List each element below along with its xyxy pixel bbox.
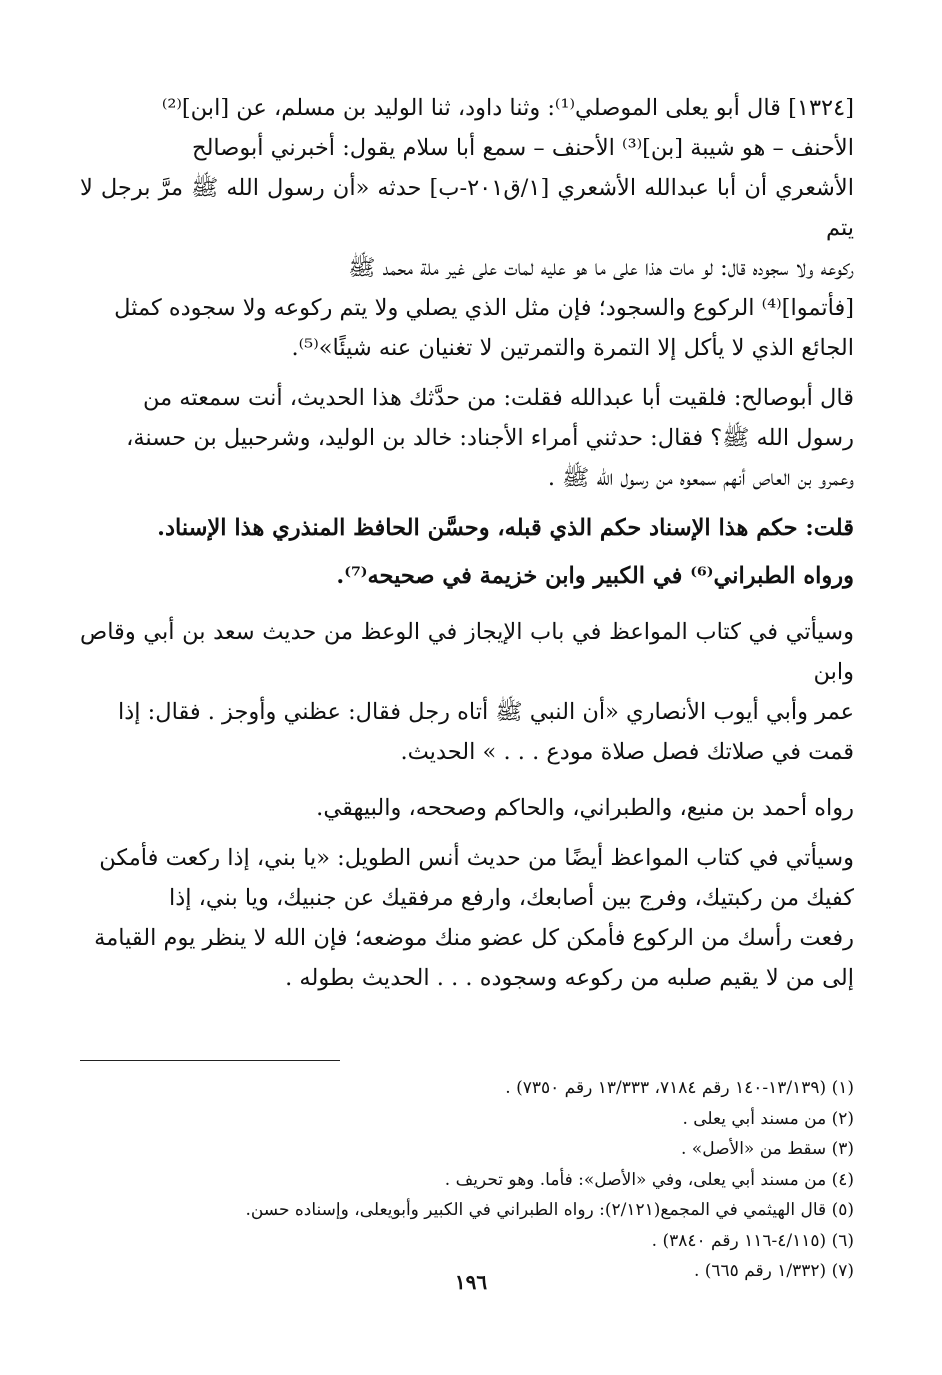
text-line: الأحنف – هو شيبة [بن]⁽³⁾ الأحنف – سمع أبا سلام يقول: أخبرني أبوصالح <box>192 135 854 161</box>
footnote: (٤) من مسند أبي يعلى، وفي «الأصل»: فأما. وهو تحريف . <box>444 1169 854 1190</box>
text-line: قمت في صلاتك فصل صلاة مودع . . . » الحديث. <box>400 739 854 765</box>
text-line: ركوعه ولا سجوده قال: لو مات هذا على ما هو عليه لمات على غير ملة محمد ﷺ <box>348 255 854 281</box>
rawahu-paragraph <box>80 788 854 828</box>
text-line: رفعت رأسك من الركوع فأمكن كل عضو منك موضعه؛ فإن الله لا ينظر يوم القيامة <box>94 925 854 951</box>
sayati-paragraph-2 <box>80 838 854 998</box>
footnote: (١) (١٣/١٣٩-١٤٠ رقم ٧١٨٤، ١٣/٣٣٣ رقم ٧٣٥٠) . <box>505 1078 854 1098</box>
text-line: وسيأتي في كتاب المواعظ في باب الإيجاز في الوعظ من حديث سعد بن أبي وقاص وابن <box>80 619 854 685</box>
text-line: وسيأتي في كتاب المواعظ أيضًا من حديث أنس الطويل: «يا بني، إذا ركعت فأمكن <box>99 845 854 871</box>
text-line: قلت: حكم هذا الإسناد حكم الذي قبله، وحسَّن الحافظ المنذري هذا الإسناد. <box>157 515 854 541</box>
text-line: وعمرو بن العاص أنهم سمعوه من رسول الله ﷺ . <box>547 465 854 491</box>
text-line: قال أبوصالح: فلقيت أبا عبدالله فقلت: من حدَّثك هذا الحديث، أنت سمعته من <box>142 385 854 411</box>
footnote: (٣) سقط من «الأصل» . <box>681 1139 854 1159</box>
text-line: الأشعري أن أبا عبدالله الأشعري [١/ق٢٠١-ب] حدثه «أن رسول الله ﷺ مرَّ برجل لا يتم <box>80 175 854 241</box>
text-line: [١٣٢٤] قال أبو يعلى الموصلي⁽¹⁾: وثنا داود، ثنا الوليد بن مسلم، عن [ابن]⁽²⁾ <box>161 95 854 121</box>
text-line: رسول الله ﷺ؟ فقال: حدثني أمراء الأجناد: خالد بن الوليد، وشرحبيل بن حسنة، <box>126 425 854 451</box>
footnote: (٢) من مسند أبي يعلى . <box>682 1108 854 1129</box>
text-line: [فأتموا]⁽⁴⁾ الركوع والسجود؛ فإن مثل الذي يصلي ولا يتم ركوعه ولا سجوده كمثل <box>114 295 854 321</box>
footnotes <box>80 1073 854 1287</box>
footnote: (٥) قال الهيثمي في المجمع(٢/١٢١): رواه الطبراني في الكبير وأبويعلى، وإسناده حسن. <box>245 1200 854 1220</box>
footnote: (٧) (١/٣٣٢ رقم ٦٦٥) . <box>693 1261 854 1281</box>
text-line: الجائع الذي لا يأكل إلا التمرة والتمرتين لا تغنيان عنه شيئًا»⁽⁵⁾. <box>291 335 854 361</box>
text-line: ورواه الطبراني⁽⁶⁾ في الكبير وابن خزيمة في صحيحه⁽⁷⁾. <box>336 563 854 589</box>
sayati-paragraph-1 <box>80 612 854 772</box>
hadith-1324-paragraph <box>80 88 854 368</box>
text-line: كفيك من ركبتيك، وفرج بين أصابعك، وارفع مرفقيك عن جنبيك، ويا بني، إذا <box>168 885 854 911</box>
footnote: (٦) (٤/١١٥-١١٦ رقم ٣٨٤٠) . <box>651 1230 854 1251</box>
text-line: رواه أحمد بن منيع، والطبراني، والحاكم وصححه، والبيهقي. <box>316 795 854 821</box>
abu-salih-paragraph <box>80 378 854 498</box>
text-line: إلى من لا يقيم صلبه من ركوعه وسجوده . . . الحديث بطوله . <box>285 965 854 991</box>
footnote-divider <box>80 1060 340 1061</box>
text-line: عمر وأبي أيوب الأنصاري «أن النبي ﷺ أتاه رجل فقال: عظني وأوجز . فقال: إذا <box>118 699 854 725</box>
page-number: ١٩٦ <box>454 1270 488 1294</box>
qultu-paragraph <box>80 508 854 596</box>
